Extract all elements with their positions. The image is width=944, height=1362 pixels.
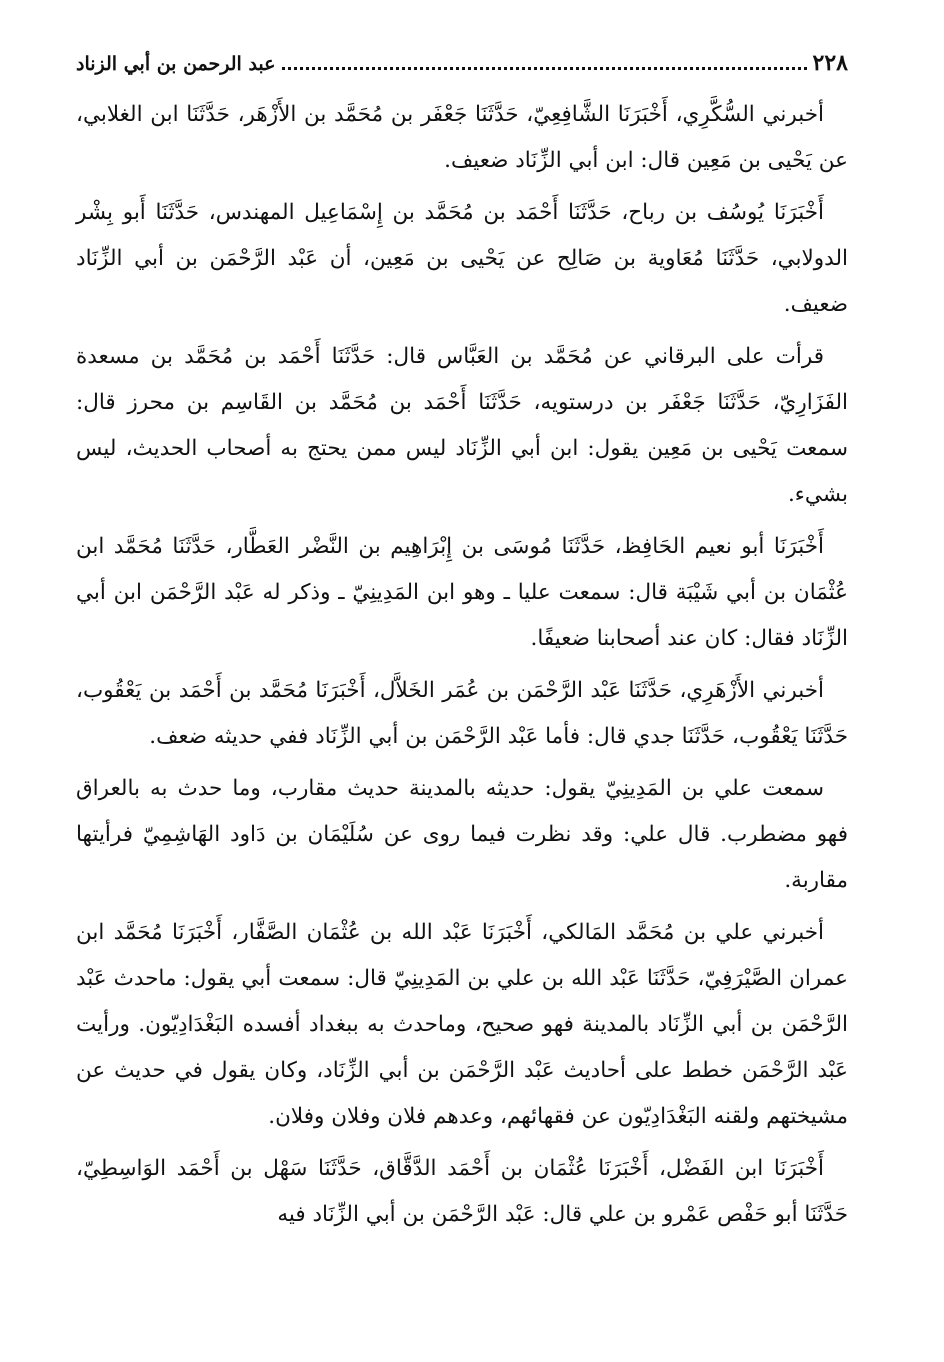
paragraph: أخبرني السُّكَّرِي، أَخْبَرَنَا الشَّافِعِيّ، حَدَّثَنَا جَعْفَر بن مُحَمَّد بن الأَزْهَر، حَدَّثَنَا ابن الغلابي، عن يَحْيى بن مَعِين قال: ابن أبي الزِّنَاد ضعيف.: [76, 102, 848, 173]
page-number: ٢٢٨: [812, 50, 848, 76]
paragraph: أَخْبَرَنَا يُوسُف بن رباح، حَدَّثَنَا أَحْمَد بن مُحَمَّد بن إِسْمَاعِيل المهندس، حَدَّثَنَا أَبو بِشْر الدولابي، حَدَّثَنَا مُعَاوية بن صَالِح عن يَحْيى بن مَعِين، أن عَبْد الرَّحْمَن بن أبي الزِّنَاد ضعيف.: [76, 200, 848, 317]
paragraph: سمعت علي بن المَدِينِيّ يقول: حديثه بالمدينة حديث مقارب، وما حدث به بالعراق فهو مضطرب. قال علي: وقد نظرت فيما روى عن سُلَيْمَان بن دَاود الهَاشِمِيّ فرأيتها مقاربة.: [76, 776, 848, 893]
book-page: [76, 50, 848, 1244]
paragraph: أخبرني الأَزْهَرِي، حَدَّثَنَا عَبْد الرَّحْمَن بن عُمَر الخَلاَّل، أَخْبَرَنَا مُحَمَّد بن أَحْمَد بن يَعْقُوب، حَدَّثَنَا يَعْقُوب، حَدَّثَنَا جدي قال: فأما عَبْد الرَّحْمَن بن أبي الزِّنَاد ففي حديثه ضعف.: [76, 678, 848, 749]
paragraph: أخبرني علي بن مُحَمَّد المَالكي، أَخْبَرَنَا عَبْد الله بن عُثْمَان الصَّفَّار، أَخْبَرَنَا مُحَمَّد ابن عمران الصَّيْرَفِيّ، حَدَّثَنَا عَبْد الله بن علي بن المَدِينِيّ قال: سمعت أبي يقول: ماحدث عَبْد الرَّحْمَن بن أبي الزِّنَاد بالمدينة فهو صحيح، وماحدث به ببغداد أفسده البَغْدَادِيّون. ورأيت عَبْد الرَّحْمَن خطط على أحاديث عَبْد الرَّحْمَن بن أبي الزِّنَاد، وكان يقول في حديث عن مشيختهم ولقنه البَغْدَادِيّون عن فقهائهم، وعدهم فلان وفلان وفلان.: [76, 920, 848, 1129]
paragraph: أَخْبَرَنَا ابن الفَضْل، أَخْبَرَنَا عُثْمَان بن أَحْمَد الدَّقَّاق، حَدَّثَنَا سَهْل بن أَحْمَد الوَاسِطِيّ، حَدَّثَنَا أبو حَفْص عَمْرو بن علي قال: عَبْد الرَّحْمَن بن أبي الزِّنَاد فيه: [76, 1156, 848, 1227]
header-dot-leader: [282, 53, 807, 70]
page-header: [76, 50, 848, 90]
page-body: [76, 92, 848, 1238]
paragraph: قرأت على البرقاني عن مُحَمَّد بن العَبَّاس قال: حَدَّثَنَا أَحْمَد بن مُحَمَّد بن مسعدة الفَزَارِيّ، حَدَّثَنَا جَعْفَر بن درستويه، حَدَّثَنَا أَحْمَد بن مُحَمَّد بن القَاسِم بن محرز قال: سمعت يَحْيى بن مَعِين يقول: ابن أبي الزِّنَاد ليس ممن يحتج به أصحاب الحديث، ليس بشيء.: [76, 344, 848, 507]
paragraph: أَخْبَرَنَا أبو نعيم الحَافِظ، حَدَّثَنَا مُوسَى بن إِبْرَاهِيم بن النَّضْر العَطَّار، حَدَّثَنَا مُحَمَّد ابن عُثْمَان بن أبي شَيْبَة قال: سمعت عليا ـ وهو ابن المَدِينِيّ ـ وذكر له عَبْد الرَّحْمَن ابن أبي الزِّنَاد فقال: كان عند أصحابنا ضعيفًا.: [76, 534, 848, 651]
running-title: عبد الرحمن بن أبي الزناد: [76, 53, 276, 75]
